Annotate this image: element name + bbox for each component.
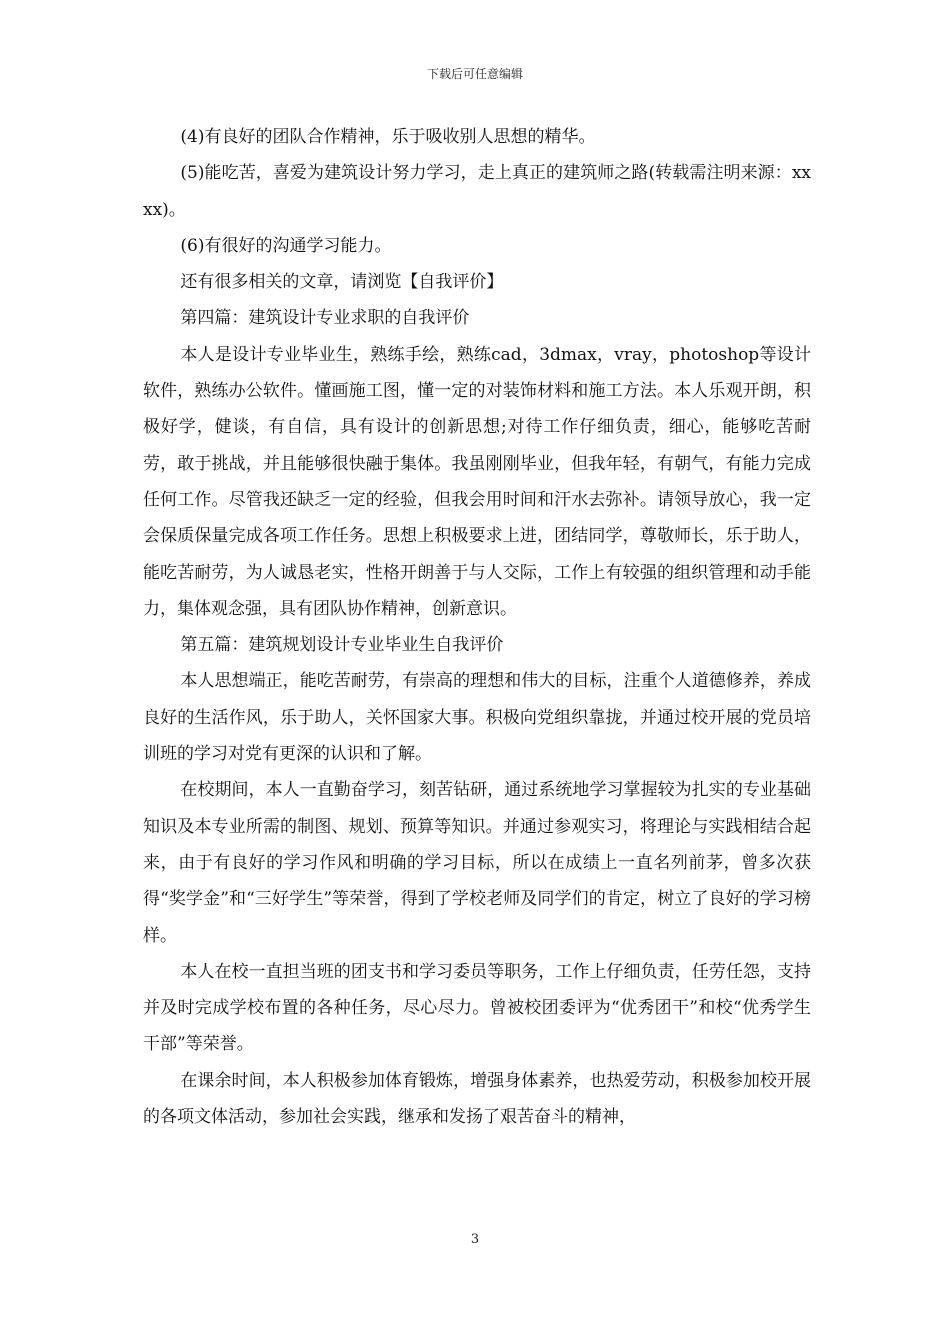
paragraph-part-five-study: 在校期间，本人一直勤奋学习，刻苦钻研，通过系统地学习掌握较为扎实的专业基础知识及本专业所需的制图、规划、预算等知识。并通过参观实习，将理论与实践相结合起来，由于有良好的学习作风和明确的学习目标，所以在成绩上一直名列前茅，曾多次获得“奖学金”和“三好学生”等荣誉，得到了学校老师及同学们的肯定，树立了良好的学习榜样。 [143, 780, 811, 946]
paragraph-part-five-intro: 本人思想端正，能吃苦耐劳，有崇高的理想和伟大的目标，注重个人道德修养，养成良好的生活作风，乐于助人，关怀国家大事。积极向党组织靠拢，并通过校开展的党员培训班的学习对党有更深的认识和了解。 [143, 671, 811, 765]
paragraph-item-5: (5)能吃苦，喜爱为建筑设计努力学习，走上真正的建筑师之路(转载需注明来源：xxxx)。 [143, 163, 811, 220]
paragraph-item-6: (6)有很好的沟通学习能力。 [180, 235, 392, 256]
paragraph-part-five-duties: 本人在校一直担当班的团支书和学习委员等职务，工作上仔细负责，任劳任怨，支持并及时完成学校布置的各种任务，尽心尽力。曾被校团委评为“优秀团干”和校“优秀学生干部”等荣誉。 [143, 961, 811, 1055]
document-body [143, 119, 811, 1135]
section-heading-part-five: 第五篇：建筑规划设计专业毕业生自我评价 [180, 635, 504, 656]
section-heading-part-four: 第四篇：建筑设计专业求职的自我评价 [180, 308, 470, 329]
page-header-note: 下载后可任意编辑 [426, 67, 523, 81]
paragraph-part-four-body: 本人是设计专业毕业生，熟练手绘，熟练cad，3dmax，vray，photoshop等设计软件，熟练办公软件。懂画施工图，懂一定的对装饰材料和施工方法。本人乐观开朗，积极好学，健谈，有自信，具有设计的创新思想;对待工作仔细负责，细心，能够吃苦耐劳，敢于挑战，并且能够很快融于集体。我虽刚刚毕业，但我年轻，有朝气，有能力完成任何工作。尽管我还缺乏一定的经验，但我会用时间和汗水去弥补。请领导放心，我一定会保质保量完成各项工作任务。思想上积极要求上进，团结同学，尊敬师长，乐于助人，能吃苦耐劳，为人诚恳老实，性格开朗善于与人交际，工作上有较强的组织管理和动手能力，集体观念强，具有团队协作精神，创新意识。 [143, 344, 811, 619]
page-number: 3 [470, 1232, 480, 1247]
paragraph-item-4: (4)有良好的团队合作精神，乐于吸收别人思想的精华。 [180, 127, 596, 147]
paragraph-part-five-activities: 在课余时间，本人积极参加体育锻炼，增强身体素养，也热爱劳动，积极参加校开展的各项文体活动，参加社会实践，继承和发扬了艰苦奋斗的精神， [143, 1070, 811, 1128]
related-articles-note: 还有很多相关的文章，请浏览【自我评价】 [180, 272, 504, 293]
